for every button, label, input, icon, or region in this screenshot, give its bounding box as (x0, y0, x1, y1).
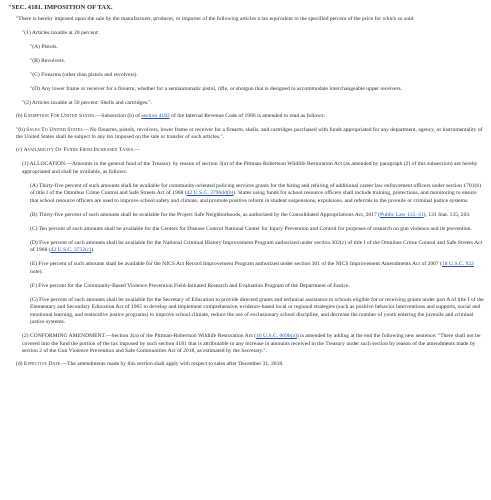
c1e-text: (E) Five percent of such amounts shall be available for the NICS Act Record Improvement Program authorized under section 301 of the NICS Improvement Amendments Act of 2007 ( (30, 261, 442, 268)
subparagraph-c1e (8, 261, 485, 276)
c1d-text: (D) Five percent of such amounts shall be available for the National Criminal History Improvement Program authorized under section 302(c) of title I of the Omnibus Crime Control and Safe Streets Act of 1968 ( (30, 239, 483, 254)
c1e-text-end: note). (30, 268, 43, 275)
subsection-b-prefix: (b) (16, 112, 24, 119)
subparagraph-1c: "(C) Firearms (other than pistols and revolvers). (30, 72, 138, 79)
quoted-b-text: .—No firearms, pistols, revolvers, lower frame or receiver for a firearm, shells, and cartridges purchased with funds appropriated for any department, agency, or instrumentality of the United States shall be subject to any tax imposed on the sale or transfer of such articles.". (16, 126, 483, 141)
c1b-text-end: ), 131 Stat. 135, 203. (423, 211, 471, 218)
subparagraph-c1b (8, 212, 485, 219)
subsection-b (8, 113, 485, 120)
section-4182-link[interactable]: section 4182 (141, 112, 170, 119)
subparagraph-c1f: (F) Five percent for the Community-Based Violence Prevention Field-Initiated Research and Evaluation Program of the Department of Justice. (30, 282, 350, 289)
paragraph-c2-conforming (8, 333, 485, 355)
c1a-text-end: ). States using funds for school resource officers shall include training, protections, and monitoring to ensure that school resource officers are used to improve school safety and climate, and promote positive reform in student suspensions, expulsions, and referrals to the juvenile or criminal justice systems. (30, 190, 477, 204)
quoted-subsection-b (8, 127, 485, 142)
paragraph-1: "(1) Articles taxable at 20 percent: (22, 30, 99, 37)
subsection-c-prefix: (c) (16, 147, 24, 154)
16-usc-669b-link[interactable]: 16 U.S.C. 669b(a) (256, 333, 297, 340)
paragraph-2: "(2) Articles taxable at 50 percent: Shells and cartridges.". (22, 100, 153, 107)
subsection-b-text-end: of the Internal Revenue Code of 1986 is amended to read as follows: (169, 112, 325, 119)
paragraph-c1-allocation: (1) ALLOCATION.—Amounts in the general fund of the Treasury by reason of section 3(a) of the Pittman-Robertson Wildlife Restoration Act (as amended by paragraph (2) of this subsection) are hereby appropriated and shall be available, as follows: (22, 161, 478, 175)
subsection-c (8, 147, 485, 154)
c1a-text: (A) Thirty-five percent of such amounts shall be available for community-oriented policing services grants for the hiring and rehiring of additional career law enforcement officers under section 1701(b) of title I of the Omnibus Crime Control and Safe Streets Act of 1968 ( (30, 182, 482, 197)
subparagraph-c1g: (G) Five percent of such amounts shall be available for the Secretary of Education to provide directed grants and technical assistance to schools eligible for or receiving grants under part A of title I of the Elementary and Secondary Education Act of 1965 to develop and implement comprehensive, evidence-based local or regional strategies (such as positive behavior interventions and supports, social and emotional learning, and restorative justice programs) to improve school climate, reduce the use of exclusionary school discipline, and decrease the number of youth entering the juvenile and criminal justice systems. (30, 296, 484, 326)
subsection-c-suffix: .— (133, 147, 141, 154)
42-usc-3732-link[interactable]: 42 U.S.C. 3732(c) (50, 247, 92, 254)
42-usc-3796dd-link[interactable]: 42 U.S.C. 3796dd(b) (186, 190, 234, 197)
intro-paragraph: "There is hereby imposed upon the sale by the manufacturer, producer, or importer of the following articles a tax equivalent to the specified percent of the price for which so sold: (16, 16, 415, 22)
subparagraph-c1c: (C) Ten percent of such amounts shall be available for the Centers for Disease Control National Center for Injury Prevention and Control for purposes of research on gun violence and its prevention. (30, 225, 472, 232)
subsection-d-heading: Effective Date (23, 360, 61, 367)
quoted-b-heading: Sales To United States (26, 126, 83, 133)
subsection-b-heading: Exemption For United States (23, 112, 95, 119)
subsection-c-heading: Availability Of Funds From Increased Taxes (23, 147, 134, 154)
18-usc-922-link[interactable]: 18 U.S.C. 922 (441, 261, 474, 268)
subparagraph-1a: "(A) Pistols. (30, 44, 58, 51)
section-title: "SEC. 4181. IMPOSITION OF TAX. (8, 4, 113, 11)
c2-text: (2) CONFORMING AMENDMENT.—Section 3(a) of the Pittman-Robertson Wildlife Restoration Act ( (22, 333, 257, 340)
subparagraph-1d: "(D) Any lower frame or receiver for a firearm, whether for a semiautomatic pistol, rifle, or shotgun that is designed to accommodate interchangeable upper receivers. (30, 86, 402, 93)
quoted-b-prefix: "(b) (16, 126, 27, 133)
c1b-text: (B) Thirty-five percent of such amounts shall be available for the Project Safe Neighborhoods, as authorized by the Consolidated Appropriations Act, 2017 ( (30, 211, 381, 218)
subparagraph-c1d (8, 240, 485, 255)
subsection-d (8, 361, 485, 368)
c1d-text-end: ). (91, 247, 95, 254)
subsection-d-prefix: (d) (16, 360, 24, 367)
subsection-d-text: .—The amendments made by this section shall apply with respect to sales after December 31, 2018. (60, 360, 284, 367)
subparagraph-1b: "(B) Revolvers. (30, 58, 66, 65)
c2-text-end: ) is amended by adding at the end the following new sentence: "There shall not be covered into the fund the portion of the tax imposed by such section 4181 that is attributable to any increase in amounts received in the Treasury under such section by reason of the amendments made by section 2 of the Gun Violence Prevention and Safe Communities Act of 2018, as estimated by the Secretary.". (22, 333, 481, 355)
public-law-115-31-link[interactable]: Public Law 115–31 (380, 211, 424, 218)
subsection-b-text: .—Subsection (b) of (94, 112, 142, 119)
subparagraph-c1a (8, 183, 485, 205)
